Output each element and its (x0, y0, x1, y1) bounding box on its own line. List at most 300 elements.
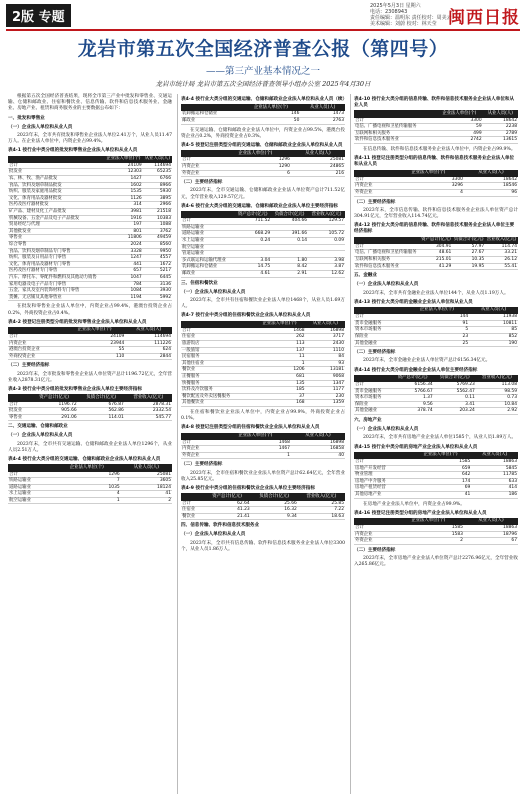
column-header (181, 433, 220, 440)
table-row (354, 189, 518, 196)
data-table (8, 156, 172, 302)
table-cell: 6 (220, 170, 291, 177)
table-row (181, 164, 345, 171)
subsection-heading: （一）企业法人单位和从业人员 (181, 532, 246, 538)
table-cell: 18546 (464, 183, 518, 190)
row-label: 一般旅馆 (181, 347, 253, 354)
column-3 (354, 94, 518, 572)
table-row (8, 189, 172, 196)
table-cell: 16858 (291, 446, 345, 453)
row-label: 内资企业 (181, 164, 220, 171)
table-cell: 25.85 (298, 501, 345, 507)
row-label: 零售业 (8, 414, 31, 421)
table-row (181, 452, 345, 459)
table-cell: 174 (410, 478, 472, 485)
data-table (181, 493, 345, 520)
table-row (8, 340, 172, 347)
table-row (181, 373, 345, 380)
row-label: 货摊、无店铺及其他零售业 (8, 294, 104, 301)
table-cell: 676.87 (78, 402, 125, 408)
table-cell: 7 (53, 478, 121, 485)
table-cell: 113.08 (476, 382, 518, 388)
table-cell: 304.91 (420, 244, 453, 250)
table-caption: 表4-11 按登记注册类型分组的信息传输、软件和信息技术服务业企业法人单位和从业人员 (354, 156, 515, 168)
data-table (354, 452, 518, 499)
data-table (354, 307, 518, 347)
row-label: 零售业 (8, 235, 104, 242)
table-cell: 21.41 (204, 513, 251, 520)
table-row (181, 251, 345, 258)
column-divider (177, 94, 178, 794)
table-row (8, 248, 172, 255)
column-header: 营业收入(亿元) (308, 211, 345, 218)
table-caption: 表4-14 按行业大类分组的金融业企业法人单位主要经济指标 (354, 367, 478, 373)
table-cell: 2966 (143, 202, 172, 209)
table-row (181, 393, 345, 400)
table-cell: 441 (104, 261, 143, 268)
column-header: 企业法人单位(个) (220, 433, 291, 440)
table-cell: 5992 (143, 294, 172, 301)
paragraph: 2023年末，全市信息传输、软件和信息技术服务业企业法人单位资产总计304.91亿元，全年营业收入114.74亿元。 (354, 207, 518, 219)
row-label: 电信、广播电视和卫星传输服务 (354, 124, 436, 131)
table-cell: 137 (253, 347, 305, 354)
table-cell: 0.11 (434, 395, 476, 402)
subsection-heading: （二）主要经济指标 (354, 547, 396, 553)
table-cell: 3296 (393, 183, 464, 190)
data-table (8, 394, 172, 421)
row-label: 房地产租赁经营 (354, 485, 410, 492)
table-caption: 表4-4 按行业大类分组的交通运输、仓储和邮政业企业法人单位和从业人员（续） (181, 97, 348, 102)
table-header-row (181, 321, 345, 328)
table-cell: 230 (306, 393, 345, 400)
column-header (8, 394, 31, 401)
column-header: 资产总计(亿元) (392, 375, 434, 382)
column-header: 营业收入(亿元) (298, 493, 345, 500)
column-header: 负债合计(亿元) (251, 493, 298, 500)
row-label: 合计 (354, 314, 405, 320)
column-header: 企业法人单位(个) (410, 452, 472, 459)
paragraph: 2023年末，全市房地产业企业法人单位资产总计2276.96亿元，全年营业收入265.86亿元。 (354, 556, 518, 568)
data-table (181, 150, 345, 177)
table-cell: 1473 (300, 111, 345, 117)
data-table (181, 321, 345, 407)
table-cell: 16.32 (251, 507, 298, 514)
table-cell: 378.74 (392, 408, 434, 415)
paragraph: 在批发和零售业企业法人单位中，内资企业占99.4%，港澳台投资企业占0.2%，外商投资企业占0.4%。 (8, 304, 172, 316)
column-header: 从业人员(人) (471, 452, 518, 459)
data-table (8, 327, 172, 361)
table-cell: 23944 (64, 340, 126, 347)
table-cell: 98.59 (476, 388, 518, 395)
paragraph: 2023年末，全市共有金融业企业法人单位144个，从业人员1.19万人。 (363, 290, 509, 296)
table-caption: 表4-10 按行业大类分组的信息传输、软件和信息技术服务业企业法人单位和从业人员 (354, 97, 515, 109)
column-header: 营业收入(亿元) (476, 375, 518, 382)
table-cell: 3895 (143, 195, 172, 202)
table-row (354, 327, 518, 334)
table-cell: 10.84 (476, 401, 518, 408)
table-cell: 9.34 (251, 513, 298, 520)
table-row (8, 484, 172, 491)
row-label: 合计 (354, 382, 392, 388)
column-header: 企业法人单位(个) (220, 150, 291, 157)
table-cell: 216 (291, 170, 345, 177)
row-label: 合计 (354, 177, 393, 183)
table-cell: 10383 (143, 215, 172, 222)
table-row (354, 137, 518, 144)
row-label: 装卸搬运和仓储业 (181, 264, 234, 271)
paragraph: 在住宿和餐饮业企业法人单位中，内资企业占99.9%，外商投资企业占0.1%。 (181, 409, 345, 422)
table-cell: 1194 (104, 294, 143, 301)
table-cell: 545.77 (125, 414, 172, 421)
table-cell: 14.75 (234, 264, 271, 271)
table-row (181, 360, 345, 367)
table-cell (308, 251, 345, 258)
column-header: 从业人员(人) (464, 518, 518, 525)
table-row (181, 118, 345, 125)
table-cell: 25081 (291, 157, 345, 163)
table-row (181, 244, 345, 251)
table-cell (308, 244, 345, 251)
article-byline: 龙岩市统计局 龙岩市第五次全国经济普查领导小组办公室 2025年4月30日 (155, 80, 371, 88)
table-cell: 3605 (121, 478, 172, 485)
table-row (8, 497, 172, 504)
column-header: 从业人员(人) (483, 110, 518, 117)
table-row (354, 333, 518, 340)
paragraph: 2023年末，全市共有房地产业企业法人单位1585个，从业人员1.89万人。 (363, 435, 517, 441)
row-label: 物业管理 (354, 472, 410, 479)
table-cell: 659 (410, 465, 472, 472)
table-row (181, 446, 345, 453)
row-label: 软件和信息技术服务业 (354, 137, 436, 144)
row-label: 内资企业 (354, 183, 393, 190)
table-cell: 5 (405, 327, 470, 334)
table-cell: 215.01 (420, 256, 453, 263)
row-label: 家用电器及电子产品专门零售 (8, 281, 104, 288)
row-label: 外资企业 (181, 170, 220, 177)
column-header: 从业人员(人) (306, 321, 345, 328)
table-cell: 2238 (483, 124, 518, 131)
table-cell: 2.92 (476, 408, 518, 415)
column-header (181, 493, 204, 500)
row-label: 道路运输业 (8, 484, 53, 491)
table-row (181, 507, 345, 514)
column-header: 负债合计(亿元) (453, 237, 484, 243)
table-cell: 0.14 (271, 237, 308, 244)
table-cell: 3762 (143, 228, 172, 235)
row-label: 软件和信息技术服务业 (354, 263, 420, 270)
table-row (181, 237, 345, 244)
table-cell: 114.01 (78, 414, 125, 421)
table-row (8, 202, 172, 209)
section-heading: 五、金融业 (354, 273, 377, 279)
table-cell: 852 (469, 333, 518, 340)
table-row (8, 491, 172, 498)
table-cell: 291.06 (31, 414, 78, 421)
table-cell: 23 (405, 333, 470, 340)
paragraph: 2023年末，全市住宿和餐饮业企业法人单位资产总计62.64亿元，全年营业收入25.85亿元。 (181, 470, 345, 482)
column-header (181, 321, 253, 328)
column-header: 企业法人单位(个) (253, 321, 305, 328)
table-cell: 113 (253, 340, 305, 347)
column-header: 从业人员(人) (464, 170, 518, 177)
table-cell: 5769.23 (434, 382, 476, 388)
table-row (181, 354, 345, 361)
table-header-row (8, 156, 172, 163)
table-row (8, 182, 172, 189)
row-label: 合计 (181, 218, 234, 224)
row-label: 合计 (8, 163, 104, 169)
column-header: 企业法人单位(个) (393, 518, 464, 525)
row-label: 其他餐饮业 (181, 400, 253, 407)
row-label: 医药及医疗器材批发 (8, 202, 104, 209)
subsection-heading: （二）主要经济指标 (8, 363, 50, 369)
row-label: 饮料及冷饮服务 (181, 387, 253, 394)
table-cell: 3717 (306, 334, 345, 341)
table-cell: 2844 (125, 353, 172, 360)
table-cell: 4.61 (234, 270, 271, 277)
table-cell: 55 (64, 347, 126, 354)
column-header: 营业收入(亿元) (486, 237, 517, 243)
table-cell: 681 (253, 373, 305, 380)
table-cell: 13181 (306, 367, 345, 374)
table-header-row (8, 327, 172, 334)
row-label: 餐饮配送及外卖送餐服务 (181, 393, 253, 400)
row-label: 农、林、牧、渔产品批发 (8, 176, 104, 183)
table-cell: 499 (436, 130, 483, 137)
table-cell: 26.12 (485, 256, 518, 263)
table-row (354, 472, 518, 479)
table-cell: 10.35 (452, 256, 485, 263)
row-label: 保险业 (354, 333, 405, 340)
table-caption: 表4-7 按行业中类分组的住宿和餐饮业企业法人单位和从业人员 (181, 313, 311, 319)
subsection-heading: （一）企业法人单位和从业人员 (8, 124, 73, 130)
table-cell: 0.24 (234, 237, 271, 244)
table-row (8, 353, 172, 360)
table-cell: 110 (64, 353, 126, 360)
table-row (8, 288, 172, 295)
column-header (354, 237, 420, 244)
table-cell: 37 (253, 393, 305, 400)
row-label: 货币金融服务 (354, 388, 392, 395)
table-cell: 1583 (393, 531, 464, 538)
table-row (354, 124, 518, 131)
column-header: 企业法人单位(个) (104, 156, 143, 163)
table-cell: 16898 (306, 328, 345, 334)
table-caption: 表4-3 按行业中类分组的批发和零售业企业法人单位主要经济指标 (8, 387, 142, 393)
table-cell: 3300 (436, 118, 483, 124)
row-label: 食品、饮料及烟草制品批发 (8, 182, 104, 189)
column-header: 企业法人单位(个) (436, 110, 483, 117)
row-label: 合计 (181, 501, 204, 507)
table-row (8, 228, 172, 235)
table-row (354, 183, 518, 190)
data-table (181, 211, 345, 278)
table-cell: 784 (104, 281, 143, 288)
table-cell: 18.63 (298, 513, 345, 520)
column-header: 资产总计(亿元) (204, 493, 251, 500)
table-caption: 表4-4 按行业大类分组的交通运输、仓储和邮政业企业法人单位和从业人员 (8, 457, 161, 463)
intro-paragraph: 根据第五次全国经济普查结果，现将全市第三产业中批发和零售业、交通运输、仓储和邮政业、住宿和餐饮业、信息传输、软件和信息技术服务业、金融业、房地产业、租赁和商务服务业的主要数据公布如下： (8, 94, 172, 112)
table-cell: 1126 (104, 195, 143, 202)
meta-line: 电话：2308943 (370, 9, 408, 15)
table-caption: 表4-6 按行业大类分组的交通运输、仓储和邮政业企业法人单位主要经济指标 (181, 203, 338, 209)
table-cell: 8560 (143, 241, 172, 248)
table-cell: 65235 (143, 169, 172, 176)
subsection-heading: （二）主要经济指标 (181, 462, 223, 468)
column-header: 资产总计(亿元) (31, 394, 78, 401)
table-cell: 146 (241, 111, 300, 117)
table-header-row (181, 150, 345, 157)
subsection-heading: （二）主要经济指标 (354, 350, 396, 356)
table-row (8, 294, 172, 301)
table-header-row (354, 110, 518, 117)
table-cell: 3.87 (308, 264, 345, 271)
row-label: 资本市场服务 (354, 327, 405, 334)
table-cell: 41 (121, 491, 172, 498)
table-cell: 1088 (143, 222, 172, 229)
row-label: 内资企业 (8, 340, 64, 347)
subsection-heading: （一）企业法人单位和从业人员 (354, 282, 419, 288)
column-header: 企业法人单位(个) (241, 104, 300, 111)
section-heading: 六、房地产业 (354, 417, 382, 423)
table-cell: 16898 (291, 440, 345, 446)
table-cell: 657 (104, 268, 143, 275)
table-cell: 1247 (104, 255, 143, 262)
table-cell: 2332.54 (125, 408, 172, 415)
table-cell: 18863 (471, 459, 518, 465)
table-cell: 25081 (121, 472, 172, 478)
table-cell: 168 (253, 400, 305, 407)
table-row (8, 176, 172, 183)
column-header: 从业人员(人) (121, 464, 172, 471)
table-cell: 12.62 (308, 270, 345, 277)
row-label: 合计 (181, 440, 220, 446)
subsection-heading: （二）主要经济指标 (354, 199, 396, 205)
row-label: 五金、家具及室内装饰材料专门零售 (8, 288, 104, 295)
data-table (354, 375, 518, 415)
row-label: 批发业 (8, 169, 104, 176)
table-row (8, 478, 172, 485)
table-row (8, 241, 172, 248)
table-cell: 114694 (125, 334, 172, 340)
paragraph: 2023年末，全市共有住宿和餐饮业企业法人单位1468个，从业人员1.69万人。 (181, 297, 345, 310)
table-row (181, 264, 345, 271)
table-cell: 3930 (143, 288, 172, 295)
row-label: 合计 (8, 334, 64, 340)
table-row (8, 408, 172, 415)
column-header: 营业收入(亿元) (125, 394, 172, 401)
row-label: 互联网和相关服务 (354, 256, 420, 263)
row-label: 合计 (181, 157, 220, 163)
table-cell: 6445 (143, 274, 172, 281)
subsection-heading: （一）企业法人单位和从业人员 (354, 427, 419, 433)
table-cell: 2430 (306, 340, 345, 347)
table-header-row (181, 433, 345, 440)
table-row (181, 257, 345, 264)
table-cell: 1 (220, 452, 291, 459)
table-row (354, 465, 518, 472)
table-cell: 114694 (143, 163, 172, 169)
table-cell: 21518 (143, 208, 172, 215)
row-label: 合计 (8, 472, 53, 478)
table-cell: 404.66 (271, 218, 308, 224)
table-cell: 18642 (464, 177, 518, 183)
column-header: 从业人员(人) (469, 307, 518, 314)
row-label: 其他金融业 (354, 408, 392, 415)
row-label: 食品、饮料及烟草制品专门零售 (8, 248, 104, 255)
table-cell: 190 (469, 340, 518, 347)
table-cell: 1585 (410, 459, 472, 465)
table-cell (271, 251, 308, 258)
table-cell: 1467 (220, 446, 291, 453)
table-cell: 642 (410, 472, 472, 479)
row-label: 合计 (354, 459, 410, 465)
page-tag: 2版 专题 (6, 4, 71, 27)
row-label: 住宿业 (181, 507, 204, 514)
row-label: 住宿业 (181, 334, 253, 341)
table-cell: 93 (306, 360, 345, 367)
row-label: 批发业 (8, 408, 31, 415)
table-row (181, 270, 345, 277)
table-cell: 2 (121, 497, 172, 504)
table-cell: 1 (53, 497, 121, 504)
table-cell: 5845 (471, 465, 518, 472)
table-cell: 24109 (64, 334, 126, 340)
paragraph: 在信息传输、软件和信息技术服务业企业法人单位中，内资企业占99.9%。 (363, 146, 516, 152)
table-cell: 13615 (483, 137, 518, 144)
table-cell: 12303 (104, 169, 143, 176)
table-cell: 55.41 (485, 263, 518, 270)
table-cell: 57.97 (452, 244, 485, 250)
table-row (8, 195, 172, 202)
table-cell: 262 (253, 334, 305, 341)
paragraph: 在交通运输、仓储和邮政业企业法人单位中，内资企业占99.5%，港澳台投资企业占0.2%，外商投资企业占0.3%。 (181, 127, 345, 139)
row-label: 货币金融服务 (354, 320, 405, 327)
table-cell: 24865 (291, 164, 345, 171)
table-cell: 1177 (306, 387, 345, 394)
data-table (181, 433, 345, 460)
table-cell: 59 (436, 124, 483, 131)
column-header (354, 452, 410, 459)
table-cell: 10811 (469, 320, 518, 327)
table-row (8, 268, 172, 275)
table-row (354, 320, 518, 327)
table-cell: 91 (405, 320, 470, 327)
table-cell: 7.22 (298, 507, 345, 514)
article-title: 龙岩市第五次全国经济普查公报（第四号） (77, 38, 449, 60)
row-label: 合计 (354, 244, 420, 250)
table-caption: 表4-16 按登记注册类型分组的房地产业企业法人单位和从业人员 (354, 510, 487, 516)
paragraph: 在房地产业企业法人单位中，内资企业占99.9%。 (363, 501, 465, 507)
section-heading: 一、批发和零售业 (8, 115, 45, 121)
table-cell: 1427 (104, 176, 143, 183)
table-cell: 2.91 (271, 270, 308, 277)
table-row (8, 215, 172, 222)
table-cell: 4 (53, 491, 121, 498)
row-label: 汽车、摩托车、零配件和燃料及其他动力销售 (8, 274, 104, 281)
data-table (354, 170, 518, 197)
table-row (181, 231, 345, 238)
table-row (8, 169, 172, 176)
table-row (181, 513, 345, 520)
row-label: 港澳台投资企业 (8, 347, 64, 354)
row-label: 快餐服务 (181, 380, 253, 387)
table-cell: 3.98 (308, 257, 345, 264)
table-cell: 96 (464, 189, 518, 196)
row-label: 道路运输业 (181, 231, 234, 238)
table-cell: 18642 (483, 118, 518, 124)
row-label: 外资企业 (181, 452, 220, 459)
